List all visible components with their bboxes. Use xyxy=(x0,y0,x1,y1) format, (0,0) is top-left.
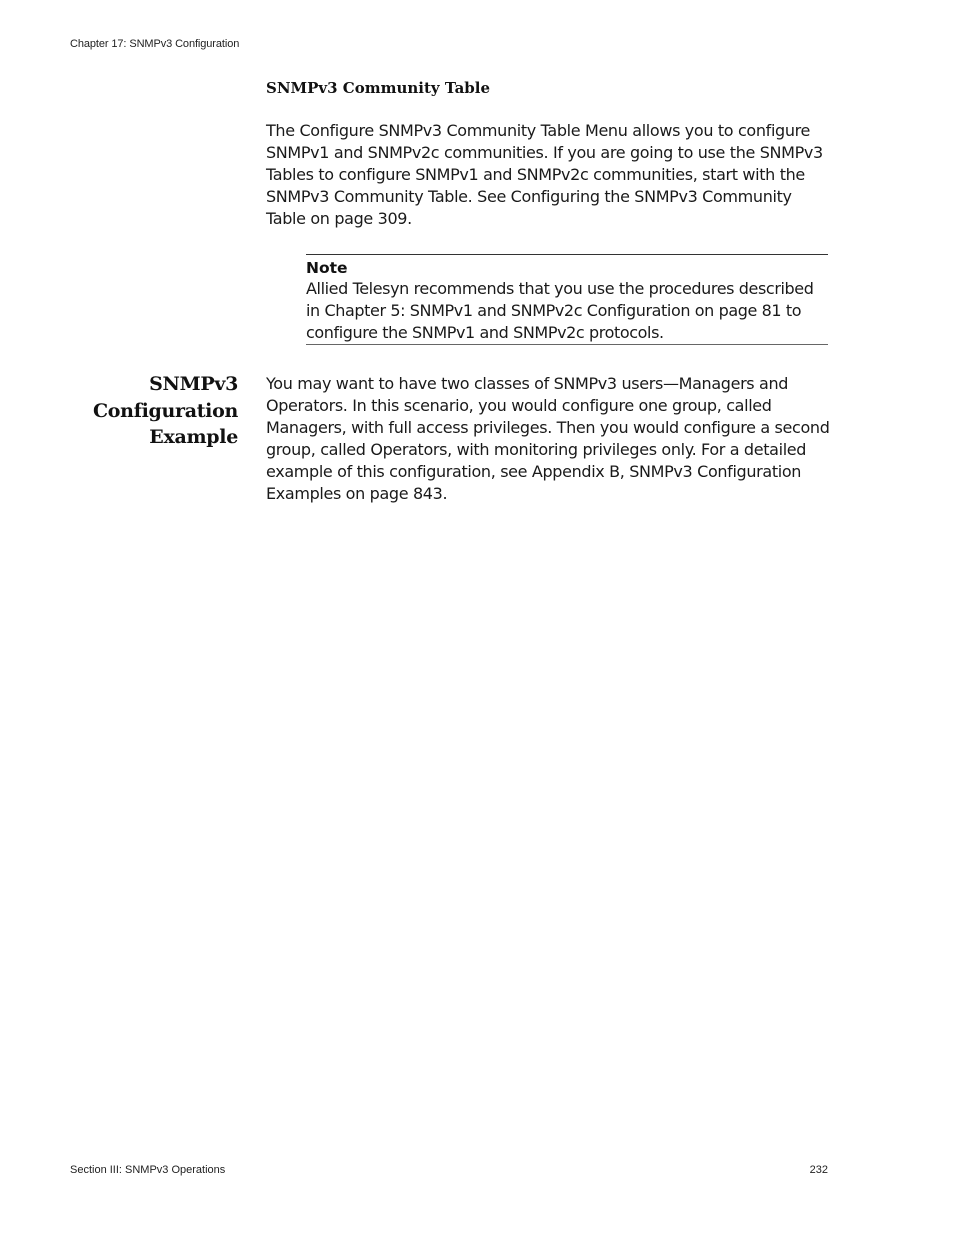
running-footer: Section III: SNMPv3 Operations xyxy=(70,1164,226,1176)
section-heading-line: SNMPv3 xyxy=(149,373,238,395)
note-label: Note xyxy=(306,259,348,277)
running-header: Chapter 17: SNMPv3 Configuration xyxy=(70,38,240,50)
page-number: 232 xyxy=(809,1164,828,1176)
section-heading-line: Configuration xyxy=(92,399,238,422)
note-box xyxy=(306,254,828,345)
note-text: Allied Telesyn recommends that you use the procedures described in Chapter 5: SNMPv1 and SNMPv2c Configuration on page 81 to configure the SNMPv1 and SNMPv2c protocols. xyxy=(306,279,814,342)
community-table-paragraph: The Configure SNMPv3 Community Table Menu allows you to configure SNMPv1 and SNMPv2c communities. If you are going to use the SNMPv3 Tables to configure SNMPv1 and SNMPv2c communities, start with the SNMPv3 Community Table. See Configuring the SNMPv3 Community Table on page 309. xyxy=(266,121,823,228)
subsection-title: SNMPv3 Community Table xyxy=(266,79,491,97)
example-paragraph: You may want to have two classes of SNMPv3 users—Managers and Operators. In this scenario, you would configure one group, called Managers, with full access privileges. Then you would configure a second group, called Operators, with monitoring privileges only. For a detailed example of this configuration, see Appendix B, SNMPv3 Configuration Examples on page 843. xyxy=(266,374,830,503)
section-heading xyxy=(93,371,238,451)
section-heading-line: Example xyxy=(149,426,238,448)
